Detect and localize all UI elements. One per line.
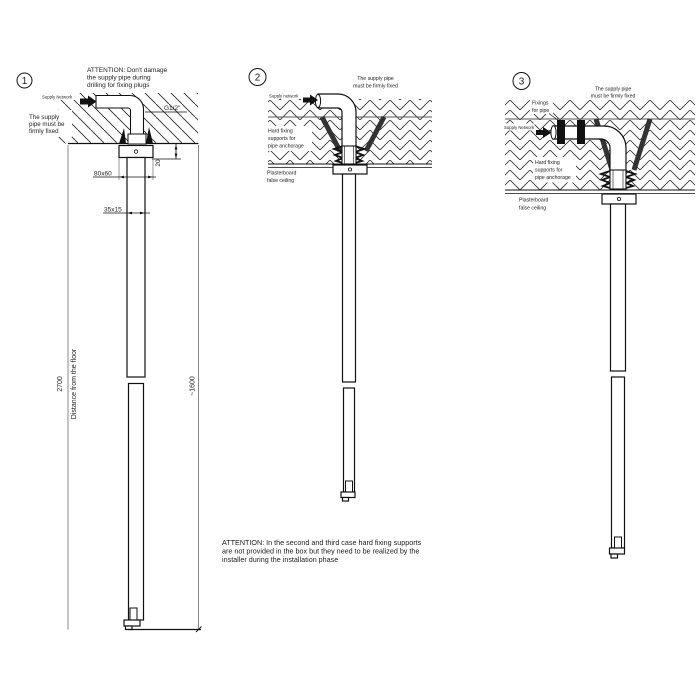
footer-attention-line: ATTENTION: In the second and third case hard fixing supports — [222, 538, 422, 547]
head-nozzle-3 — [611, 554, 618, 558]
case-number-1: 1 — [21, 76, 28, 87]
partial-height-dim-label: ~1600 — [189, 376, 197, 396]
head-base-1 — [124, 620, 140, 626]
hard-fixing-label-line: pipe anchorage — [268, 143, 304, 150]
shower-pipe-lower-2 — [344, 388, 355, 492]
hard-fixing-label-line: pipe anchorage — [535, 175, 571, 181]
plate-dim-label: 80x60 — [94, 170, 112, 178]
supply-network-label: Supply Network — [42, 94, 73, 100]
supply-note-line: The supply — [29, 114, 60, 121]
floor-distance-dim-label: 2700 — [57, 376, 64, 392]
head-cartridge-2 — [346, 481, 353, 492]
supply-network-label: Supply network — [269, 93, 299, 99]
head-base-2 — [341, 492, 355, 498]
supply-note-line: must be firmly fixed — [353, 83, 398, 90]
flange-screw-3 — [617, 197, 620, 200]
supply-note-line: must be firmly fixed — [590, 93, 636, 100]
anchor-collar-2 — [342, 146, 356, 164]
case-2-diagram — [249, 69, 432, 502]
pipe-clamp-right-3 — [577, 120, 585, 144]
case-3-diagram — [503, 73, 696, 559]
footer-attention-line: are not provided in the box but they need to be realized by the — [222, 546, 420, 556]
hard-fixing-label-line: Hard fixing — [268, 128, 293, 135]
shower-pipe-lower-1 — [129, 384, 144, 621]
shower-pipe-upper-1 — [127, 158, 145, 378]
thread-connector-1 — [128, 134, 146, 144]
head-base-3 — [610, 548, 625, 554]
attention-note-line: drilling for fixing plugs — [87, 82, 150, 89]
attention-note-line: the supply pipe during — [87, 74, 151, 82]
case-number-3: 3 — [518, 76, 525, 88]
footer-attention-line: installer during the installation phase — [222, 555, 339, 564]
offset-dim-label: 20 — [155, 159, 162, 167]
dim-arrow — [148, 176, 153, 179]
head-nozzle-2 — [343, 498, 349, 502]
head-cartridge-1 — [130, 608, 137, 620]
dim-arrow — [175, 145, 178, 150]
thread-size-label: G1/2" — [164, 105, 181, 112]
dim-arrow — [175, 154, 178, 159]
shower-pipe-upper-2 — [343, 174, 356, 382]
plasterboard-label-line: false ceiling — [519, 205, 547, 212]
fixings-label-line: Fixings — [532, 100, 549, 107]
shower-pipe-upper-3 — [611, 204, 626, 371]
case-1-diagram — [17, 67, 202, 632]
plasterboard-label-line: false ceiling — [267, 178, 295, 184]
supply-note-line: The supply pipe — [594, 86, 632, 93]
pipe-clamp-left-3 — [557, 120, 565, 144]
hard-fixing-label-line: Hard fixing — [535, 160, 560, 166]
supply-note-line: firmly fixed — [29, 128, 59, 135]
supply-note-line: pipe must be — [29, 121, 65, 128]
flange-screw-1 — [134, 150, 137, 153]
shower-pipe-lower-3 — [612, 377, 625, 548]
hard-fixing-label-line: supports for — [535, 167, 563, 174]
fixings-label-line: for pipe — [532, 108, 550, 114]
pipe-dim-label: 35x15 — [104, 206, 122, 214]
supply-pipe-open-end-3 — [551, 126, 556, 140]
floor-distance-text-label: Distance from the floor — [71, 348, 78, 420]
attention-note-line: ATTENTION: Don't damage — [87, 67, 168, 74]
footer-attention-note — [222, 538, 422, 564]
supply-note-line: The supply pipe — [357, 76, 394, 82]
case-number-2: 2 — [254, 72, 261, 84]
supply-network-label: Supply Network — [504, 125, 535, 130]
head-cartridge-3 — [615, 537, 622, 549]
plasterboard-label-line: Plasterboard — [267, 170, 297, 177]
hard-fixing-label-line: supports for — [268, 136, 296, 142]
flange-screw-2 — [348, 168, 351, 171]
anchor-collar-3 — [610, 170, 626, 189]
plasterboard-label-line: Plasterboard — [519, 197, 549, 204]
dim-arrow — [120, 176, 125, 179]
